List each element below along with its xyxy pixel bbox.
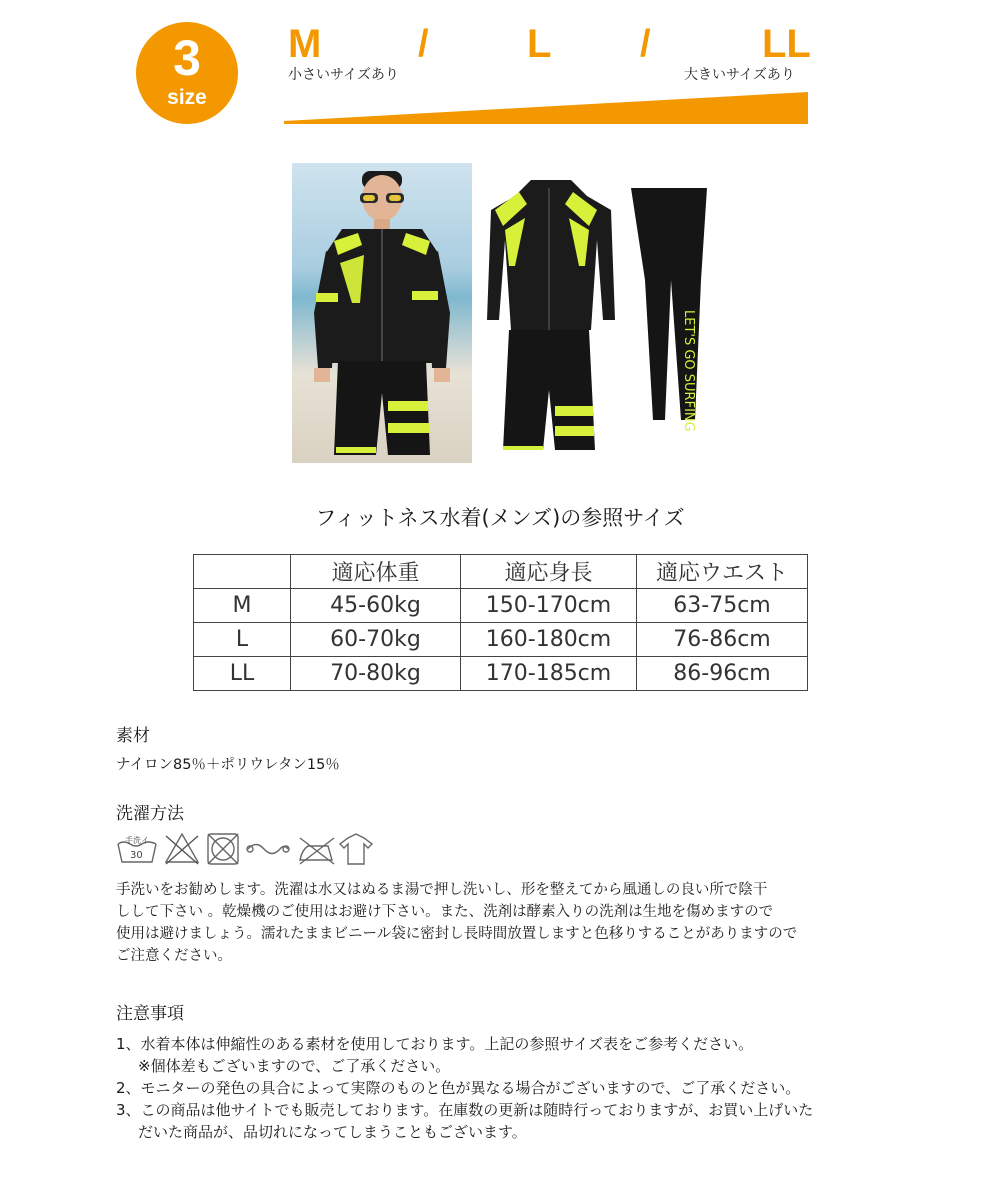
- table-cell: 45-60kg: [291, 589, 461, 623]
- size-table-title: フィットネス水着(メンズ)の参照サイズ: [315, 506, 685, 530]
- washing-line: 使用は避けましょう。濡れたままビニール袋に密封し長時間放置しますと色移りすることがありますので: [116, 926, 798, 942]
- size-label-m: M: [288, 22, 322, 66]
- table-row: [194, 589, 808, 623]
- table-cell: 150-170cm: [461, 589, 637, 623]
- caution-line: ※個体差もございますので、ご了承ください。: [138, 1057, 451, 1075]
- size-label-ll: LL: [762, 22, 811, 66]
- small-size-note: 小さいサイズあり: [288, 67, 399, 83]
- table-cell: M: [194, 589, 291, 623]
- material-heading: 素材: [116, 726, 150, 746]
- no-tumble-dry-icon: [208, 834, 238, 864]
- hand-wash-temp: 30: [130, 850, 143, 861]
- size-separator: /: [640, 23, 651, 65]
- table-cell: 76-86cm: [637, 623, 808, 657]
- washing-line: しして下さい 。乾燥機のご使用はお避け下さい。また、洗剤は酵素入りの洗剤は生地を傷めますので: [116, 904, 774, 920]
- no-iron-icon: [300, 838, 334, 864]
- hand-wash-label: 手洗イ: [125, 836, 149, 845]
- table-row: [194, 657, 808, 691]
- line-dry-icon: [340, 834, 372, 864]
- caution-line: 1、水着本体は伸縮性のある素材を使用しております。上記の参照サイズ表をご参考ください。: [116, 1035, 754, 1053]
- table-cell: 63-75cm: [637, 589, 808, 623]
- size-count-badge: [136, 22, 238, 124]
- model-photo: [292, 163, 472, 463]
- table-cell: 60-70kg: [291, 623, 461, 657]
- table-header-cell: 適応身長: [461, 555, 637, 589]
- washing-line: ご注意ください。: [116, 948, 232, 964]
- table-header-cell: 適応体重: [291, 555, 461, 589]
- care-icons: [116, 830, 376, 868]
- caution-line: 3、この商品は他サイトでも販売しております。在庫数の更新は随時行っておりますが、お買い上げいた: [116, 1101, 814, 1119]
- table-cell: 170-185cm: [461, 657, 637, 691]
- washing-line: 手洗いをお勧めします。洗濯は水又はぬるま湯で押し洗いし、形を整えてから風通しの良い所で陰干: [116, 882, 768, 898]
- table-header-row: [194, 555, 808, 589]
- table-header-cell: [194, 555, 291, 589]
- no-bleach-icon: [166, 834, 198, 864]
- table-cell: LL: [194, 657, 291, 691]
- washing-heading: 洗濯方法: [116, 804, 184, 824]
- material-text: ナイロン85％＋ポリウレタン15％: [116, 757, 340, 773]
- caution-heading: 注意事項: [116, 1004, 184, 1024]
- large-size-note: 大きいサイズあり: [684, 67, 795, 83]
- product-set-image: [485, 170, 715, 460]
- caution-list: [116, 1033, 916, 1143]
- table-cell: 86-96cm: [637, 657, 808, 691]
- table-cell: L: [194, 623, 291, 657]
- table-header-cell: 適応ウエスト: [637, 555, 808, 589]
- caution-line: だいた商品が、品切れになってしまうこともございます。: [138, 1123, 527, 1141]
- table-cell: 70-80kg: [291, 657, 461, 691]
- washing-instructions: [116, 879, 906, 967]
- badge-label: size: [167, 86, 207, 109]
- size-label-l: L: [527, 22, 552, 66]
- size-table: [193, 554, 808, 691]
- no-wring-icon: [247, 845, 289, 854]
- table-cell: 160-180cm: [461, 623, 637, 657]
- leggings-print-text: LET'S GO SURFING: [681, 310, 696, 432]
- caution-line: 2、モニターの発色の具合によって実際のものと色が異なる場合がございますので、ご了承ください。: [116, 1079, 801, 1097]
- header-accent-wedge: [284, 90, 810, 126]
- badge-number: 3: [173, 30, 201, 86]
- table-row: [194, 623, 808, 657]
- size-separator: /: [418, 23, 429, 65]
